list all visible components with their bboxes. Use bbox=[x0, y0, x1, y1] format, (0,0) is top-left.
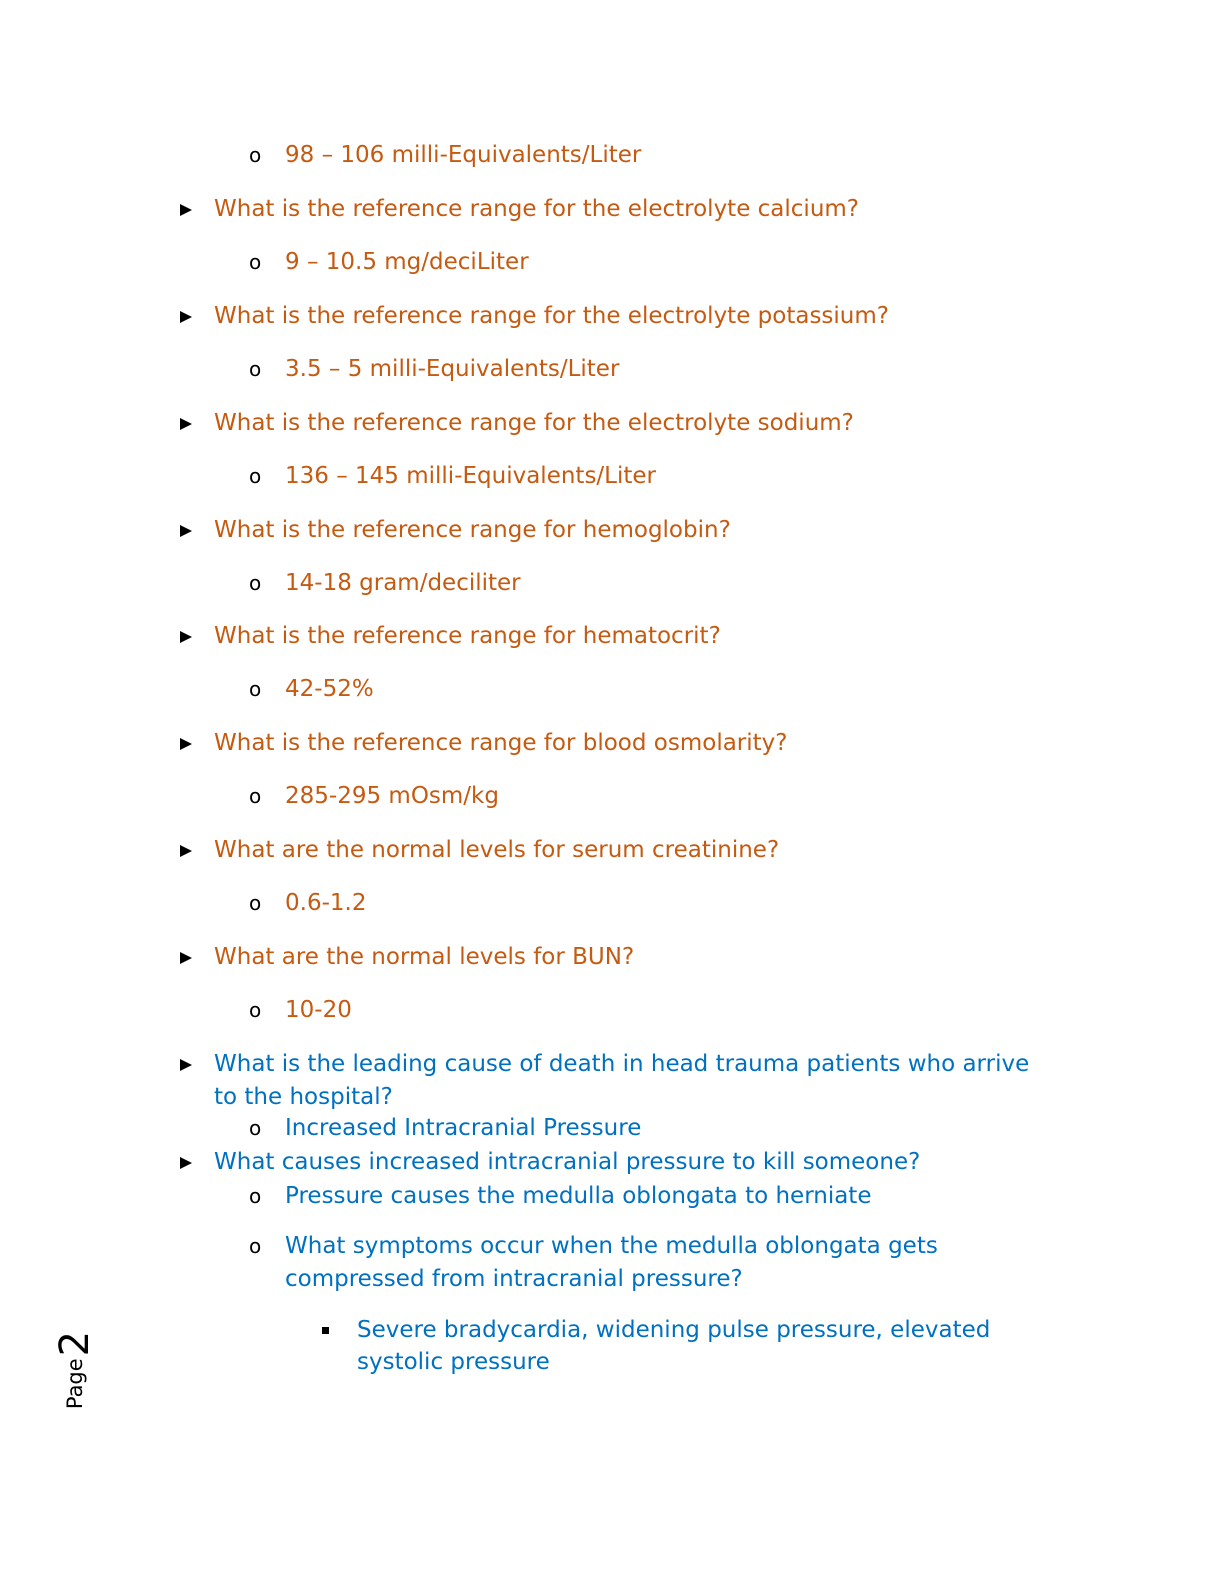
o-bullet-marker: o bbox=[249, 891, 262, 915]
list-item-answer: Increased Intracranial Pressure bbox=[285, 1115, 642, 1141]
list-item-question: What is the leading cause of death in head trauma patients who arrive bbox=[214, 1051, 1030, 1077]
triangle-bullet-icon bbox=[180, 631, 192, 643]
triangle-bullet-icon bbox=[180, 845, 192, 857]
list-item-answer: 285-295 mOsm/kg bbox=[285, 783, 499, 809]
list-item-answer: 9 – 10.5 mg/deciLiter bbox=[285, 249, 529, 275]
list-item-subquestion: What symptoms occur when the medulla oblongata gets bbox=[285, 1233, 938, 1259]
o-bullet-marker: o bbox=[249, 357, 262, 381]
list-item-answer: 136 – 145 milli-Equivalents/Liter bbox=[285, 463, 656, 489]
o-bullet-marker: o bbox=[249, 784, 262, 808]
list-item-question: What causes increased intracranial pressure to kill someone? bbox=[214, 1149, 921, 1175]
o-bullet-marker: o bbox=[249, 998, 262, 1022]
o-bullet-marker: o bbox=[249, 677, 262, 701]
page-label: Page bbox=[63, 1358, 87, 1410]
triangle-bullet-icon bbox=[180, 525, 192, 537]
o-bullet-marker: o bbox=[249, 1184, 262, 1208]
page-number-footer bbox=[30, 1325, 120, 1415]
list-item-detail-continued: systolic pressure bbox=[357, 1349, 550, 1375]
list-item-question: What is the reference range for blood osmolarity? bbox=[214, 730, 788, 756]
list-item-question: What are the normal levels for serum creatinine? bbox=[214, 837, 780, 863]
square-bullet-icon bbox=[322, 1327, 329, 1334]
list-item-answer: Pressure causes the medulla oblongata to herniate bbox=[285, 1183, 872, 1209]
list-item-question: What is the reference range for hemoglobin? bbox=[214, 517, 731, 543]
triangle-bullet-icon bbox=[180, 311, 192, 323]
list-item-question: What is the reference range for the electrolyte calcium? bbox=[214, 196, 860, 222]
list-item-answer: 3.5 – 5 milli-Equivalents/Liter bbox=[285, 356, 620, 382]
list-item-answer: 42-52% bbox=[285, 676, 374, 702]
list-item-question-continued: to the hospital? bbox=[214, 1084, 393, 1110]
triangle-bullet-icon bbox=[180, 204, 192, 216]
triangle-bullet-icon bbox=[180, 1157, 192, 1169]
list-item-question: What is the reference range for the electrolyte sodium? bbox=[214, 410, 854, 436]
list-item-answer: 98 – 106 milli-Equivalents/Liter bbox=[285, 142, 642, 168]
o-bullet-marker: o bbox=[249, 250, 262, 274]
list-item-question: What is the reference range for the electrolyte potassium? bbox=[214, 303, 889, 329]
list-item-answer: 0.6-1.2 bbox=[285, 890, 367, 916]
triangle-bullet-icon bbox=[180, 738, 192, 750]
o-bullet-marker: o bbox=[249, 1234, 262, 1258]
list-item-subquestion-continued: compressed from intracranial pressure? bbox=[285, 1266, 743, 1292]
list-item-question: What are the normal levels for BUN? bbox=[214, 944, 635, 970]
triangle-bullet-icon bbox=[180, 1059, 192, 1071]
list-item-detail: Severe bradycardia, widening pulse pressure, elevated bbox=[357, 1317, 991, 1343]
o-bullet-marker: o bbox=[249, 571, 262, 595]
o-bullet-marker: o bbox=[249, 1116, 262, 1140]
triangle-bullet-icon bbox=[180, 418, 192, 430]
list-item-answer: 14-18 gram/deciliter bbox=[285, 570, 521, 596]
o-bullet-marker: o bbox=[249, 464, 262, 488]
o-bullet-marker: o bbox=[249, 143, 262, 167]
list-item-question: What is the reference range for hematocrit? bbox=[214, 623, 721, 649]
list-item-answer: 10-20 bbox=[285, 997, 352, 1023]
page-number: 2 bbox=[52, 1330, 98, 1357]
triangle-bullet-icon bbox=[180, 952, 192, 964]
